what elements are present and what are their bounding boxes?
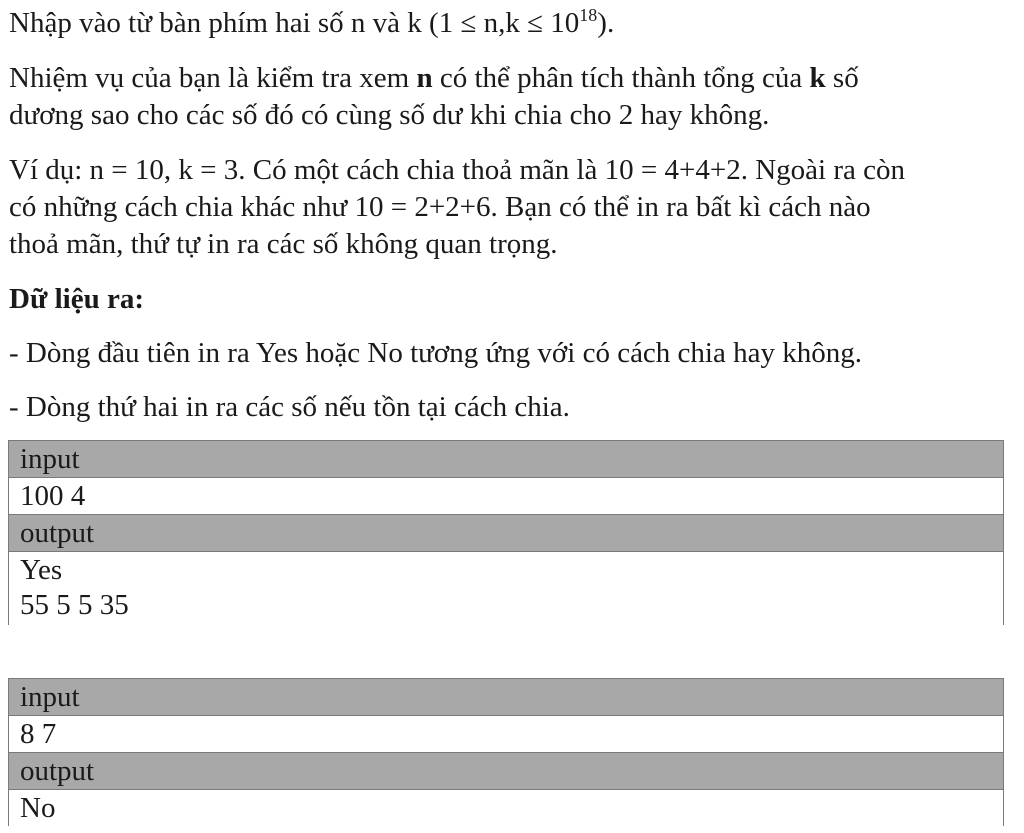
task-line-2: dương sao cho các số đó có cùng số dư khi chia cho 2 hay không. <box>9 99 770 131</box>
sample-input-header: input <box>9 679 1003 716</box>
example-line-3: thoả mãn, thứ tự in ra các số không quan trọng. <box>9 228 558 260</box>
task-text-a: Nhiệm vụ của bạn là kiểm tra xem <box>9 62 417 94</box>
output-rule-1: - Dòng đầu tiên in ra Yes hoặc No tương ứng với có cách chia hay không. <box>9 337 862 369</box>
sample-output-value <box>9 552 1003 625</box>
task-text-b: có thể phân tích thành tổng của <box>432 62 810 94</box>
exponent: 18 <box>579 5 598 25</box>
sample-input-value: 8 7 <box>9 716 1003 753</box>
sample-output-value: No <box>9 790 1003 827</box>
output-heading-text: Dữ liệu ra: <box>9 283 144 315</box>
input-description-end: ). <box>597 7 615 39</box>
task-text-c: số <box>825 62 859 94</box>
sample-output-header: output <box>9 753 1003 790</box>
sample-input-header: input <box>9 441 1003 478</box>
input-description <box>9 5 1017 42</box>
sample-test-2 <box>8 678 1004 826</box>
example-description <box>9 152 1017 263</box>
sample-output-line: Yes <box>20 554 63 586</box>
task-description <box>9 60 1017 134</box>
sample-test-1 <box>8 440 1004 625</box>
output-heading <box>9 281 1017 318</box>
task-line-1 <box>9 60 1017 97</box>
output-rule-2: - Dòng thứ hai in ra các số nếu tồn tại cách chia. <box>9 391 570 423</box>
sample-output-header: output <box>9 515 1003 552</box>
input-description-text: Nhập vào từ bàn phím hai số n và k (1 ≤ n,k ≤ 10 <box>9 7 580 39</box>
task-var-k: k <box>809 62 826 94</box>
example-line-2: có những cách chia khác như 10 = 2+2+6. Bạn có thể in ra bất kì cách nào <box>9 191 871 223</box>
example-line-1: Ví dụ: n = 10, k = 3. Có một cách chia thoả mãn là 10 = 4+4+2. Ngoài ra còn <box>9 154 906 186</box>
sample-input-value: 100 4 <box>9 478 1003 515</box>
task-var-n: n <box>416 62 433 94</box>
sample-output-line: 55 5 5 35 <box>20 589 129 621</box>
